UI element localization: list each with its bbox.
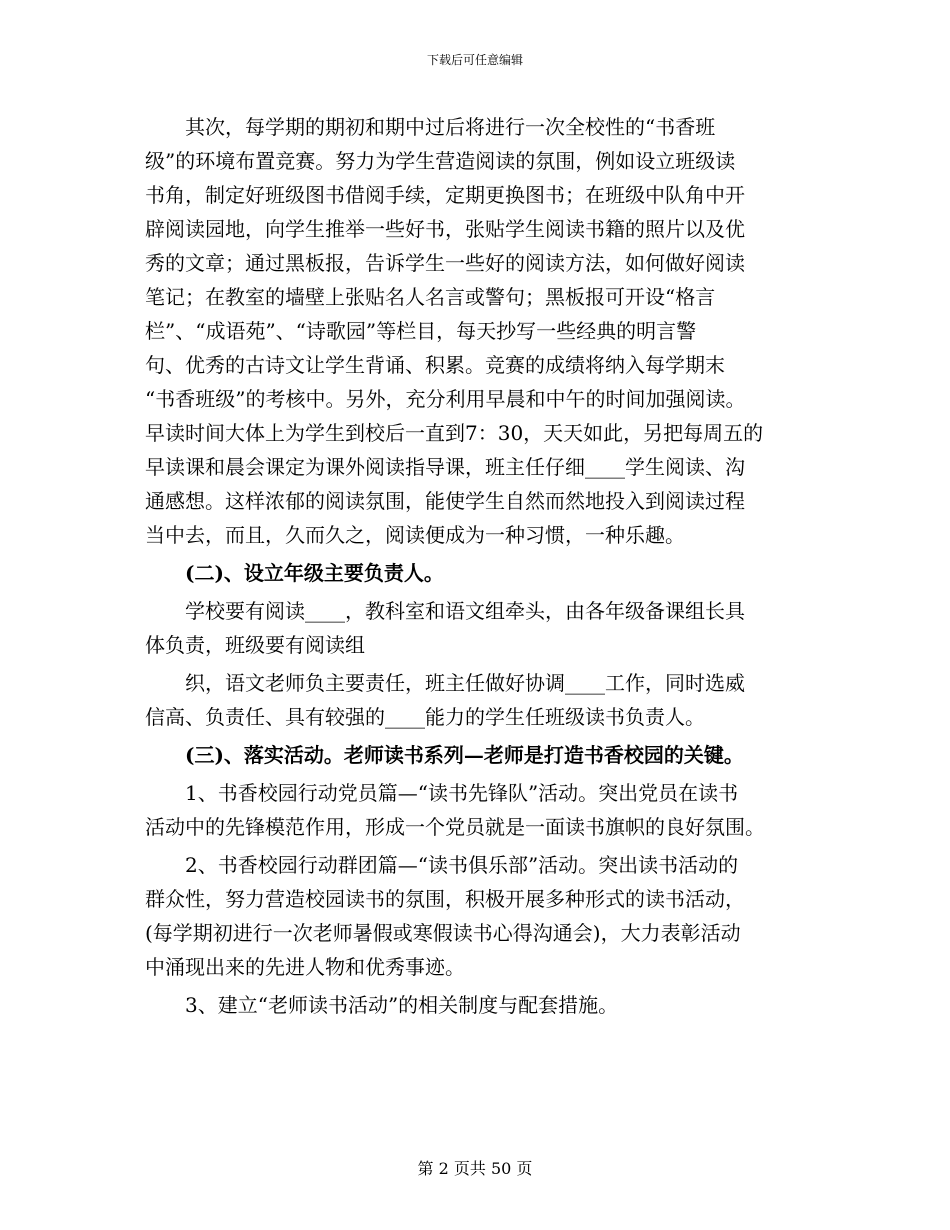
text-line: “书香班级”的考核中。另外，充分利用早晨和中午的时间加强阅读。 <box>145 387 746 411</box>
text-line: 当中去，而且，久而久之，阅读便成为一种习惯，一种乐趣。 <box>145 523 685 547</box>
text-line: (每学期初进行一次老师暑假或寒假读书心得沟通会)，大力表彰活动 <box>145 921 741 945</box>
page-header: 下载后可任意编辑 <box>426 53 523 67</box>
text-line: 2、书香校园行动群团篇—“读书俱乐部”活动。突出读书活动的 <box>145 853 739 877</box>
section-heading-line: (三)、落实活动。老师读书系列—老师是打造书香校园的关键。 <box>145 743 744 767</box>
text-line: 其次，每学期的期初和期中过后将进行一次全校性的“书香班 <box>145 115 716 139</box>
text-line: 早读时间大体上为学生到校后一直到7：30，天天如此，另把每周五的 <box>145 421 764 445</box>
text-line: 辟阅读园地，向学生推举一些好书，张贴学生阅读书籍的照片以及优 <box>145 217 745 241</box>
text-line: 通感想。这样浓郁的阅读氛围，能使学生自然而然地投入到阅读过程 <box>145 489 745 513</box>
text-line: 体负责，班级要有阅读组 <box>145 633 365 657</box>
text-line: 秀的文章；通过黑板报，告诉学生一些好的阅读方法，如何做好阅读 <box>145 251 745 275</box>
text-line: 信高、负责任、具有较强的____能力的学生任班级读书负责人。 <box>145 705 705 729</box>
document-body <box>145 110 805 1022</box>
text-line: 学校要有阅读____，教科室和语文组牵头，由各年级备课组长具 <box>145 599 745 623</box>
text-line: 3、建立“老师读书活动”的相关制度与配套措施。 <box>145 993 619 1017</box>
text-line: 活动中的先锋模范作用，形成一个党员就是一面读书旗帜的良好氛围。 <box>145 815 765 839</box>
text-line: 级”的环境布置竞赛。努力为学生营造阅读的氛围，例如设立班级读 <box>145 149 736 173</box>
text-line: 中涌现出来的先进人物和优秀事迹。 <box>145 955 465 979</box>
text-line: 书角，制定好班级图书借阅手续，定期更换图书；在班级中队角中开 <box>145 183 745 207</box>
text-line: 栏”、“成语苑”、“诗歌园”等栏目，每天抄写一些经典的明言警 <box>145 319 697 343</box>
text-line: 织，语文老师负主要责任，班主任做好协调____工作，同时选威 <box>145 671 745 695</box>
text-line: 群众性，努力营造校园读书的氛围，积极开展多种形式的读书活动， <box>145 887 745 911</box>
text-line: 句、优秀的古诗文让学生背诵、积累。竞赛的成绩将纳入每学期末 <box>145 353 725 377</box>
section-heading-line: (二)、设立年级主要负责人。 <box>145 561 444 585</box>
page-footer: 第 2 页共 50 页 <box>417 1159 533 1178</box>
text-line: 笔记；在教室的墙壁上张贴名人名言或警句；黑板报可开设“格言 <box>145 285 716 309</box>
text-line: 1、书香校园行动党员篇—“读书先锋队”活动。突出党员在读书 <box>145 781 739 805</box>
text-line: 早读课和晨会课定为课外阅读指导课，班主任仔细____学生阅读、沟 <box>145 455 745 479</box>
